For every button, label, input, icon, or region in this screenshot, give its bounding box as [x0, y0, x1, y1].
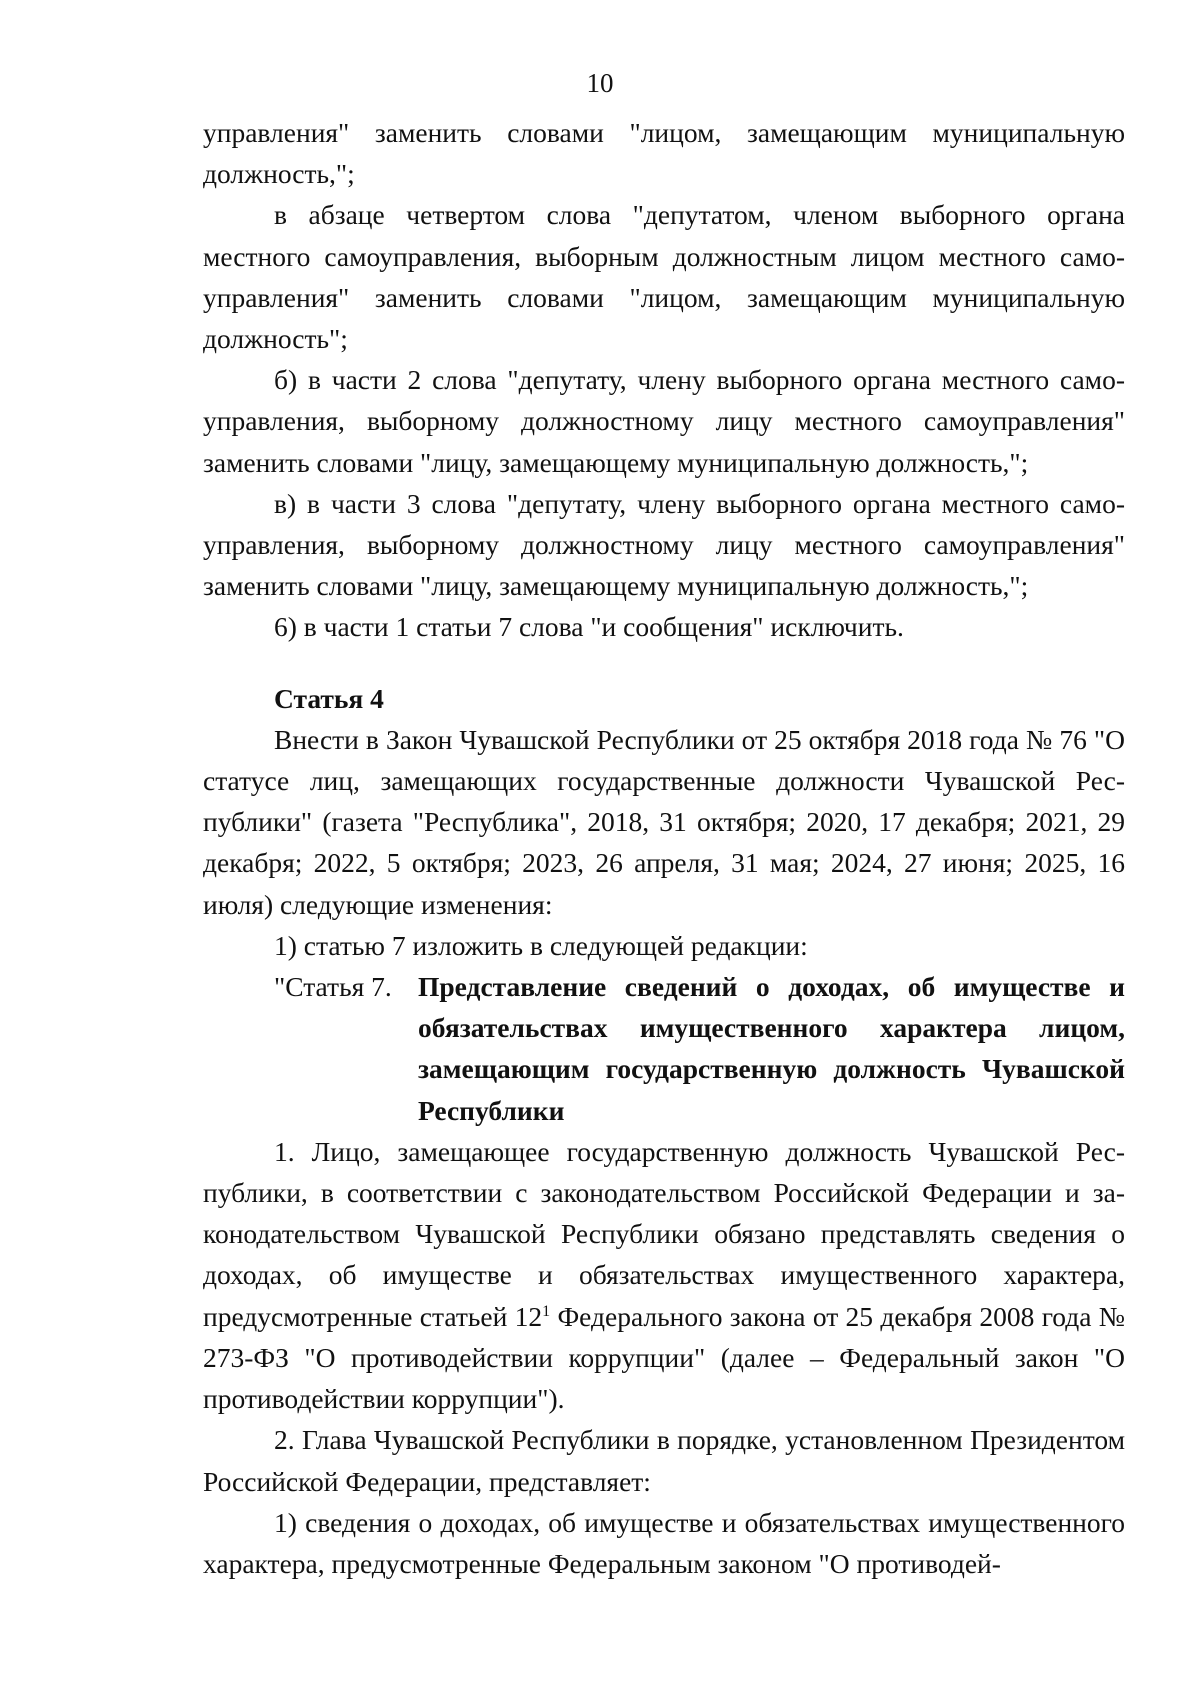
document-body [203, 112, 1125, 1584]
article-7-prefix: "Статья 7. [274, 971, 392, 1003]
article-intro: Внести в Закон Чувашской Республики от 25 октября 2018 года № 76 "О статусе лиц, замещающих государственные должности Чувашской Республики" (газета "Республика", 2018, 31 октября; 2020, 17 декабря; 2021, 29 декабря; 2022, 5 октября; 2023, 26 апреля, 31 мая; 2024, 27 июня; 2025, 16 июля) следующие изменения: [203, 723, 1125, 920]
article-7-paragraph-2-item-1: 1) сведения о доходах, об имуществе и обязательствах имущественного характера, предусмотренные Федеральным законом "О противодей- [203, 1506, 1125, 1579]
paragraph-1-text-b: Федерального закона от 25 декабря 2008 года № 273-ФЗ "О противодействии коррупции" (далее – Федеральный закон "О противодействии коррупции"). [203, 1300, 1125, 1415]
paragraph-amendment-v: в) в части 3 слова "депутату, члену выборного органа местного самоуправления, выборному должностному лицу местного самоуправления" заменить словами "лицу, замещающему муниципальную должность,"; [203, 487, 1125, 602]
page-number: 10 [586, 68, 614, 98]
paragraph-amendment-6: 6) в части 1 статьи 7 слова "и сообщения" исключить. [274, 611, 904, 643]
article-7-paragraph-1 [203, 1131, 1125, 1419]
paragraph-continuation: управления" заменить словами "лицом, замещающим муниципальную должность,"; [203, 117, 1125, 190]
article-item-1: 1) статью 7 изложить в следующей редакции: [274, 929, 808, 961]
article-7-title: Представление сведений о доходах, об имуществе и обязательствах имущественного характера лицом, замещающим государственную должность Чувашской Республики [418, 971, 1125, 1126]
paragraph-1-text-a: 1. Лицо, замещающее государственную должность Чувашской Республики, в соответствии с законодательством Российской Федерации и законодательством Чувашской Республики обязано представлять сведения о доходах, об имуществе и обязательствах имущественного характера, предусмотренные статьей 12 [203, 1135, 1125, 1332]
superscript: 1 [542, 1302, 551, 1320]
article-heading: Статья 4 [274, 682, 384, 714]
paragraph-amendment-b: б) в части 2 слова "депутату, члену выборного органа местного самоуправления, выборному должностному лицу местного самоуправления" заменить словами "лицу, замещающему муниципальную должность,"; [203, 364, 1125, 478]
paragraph-amendment-a: в абзаце четвертом слова "депутатом, членом выборного органа местного самоуправления, выборным должностным лицом местного самоуправления" заменить словами "лицом, замещающим муниципальную должность"; [203, 199, 1125, 355]
article-7-title-block [203, 966, 1125, 1131]
article-7-paragraph-2: 2. Глава Чувашской Республики в порядке, установленном Президентом Российской Федерации, представляет: [203, 1424, 1125, 1497]
